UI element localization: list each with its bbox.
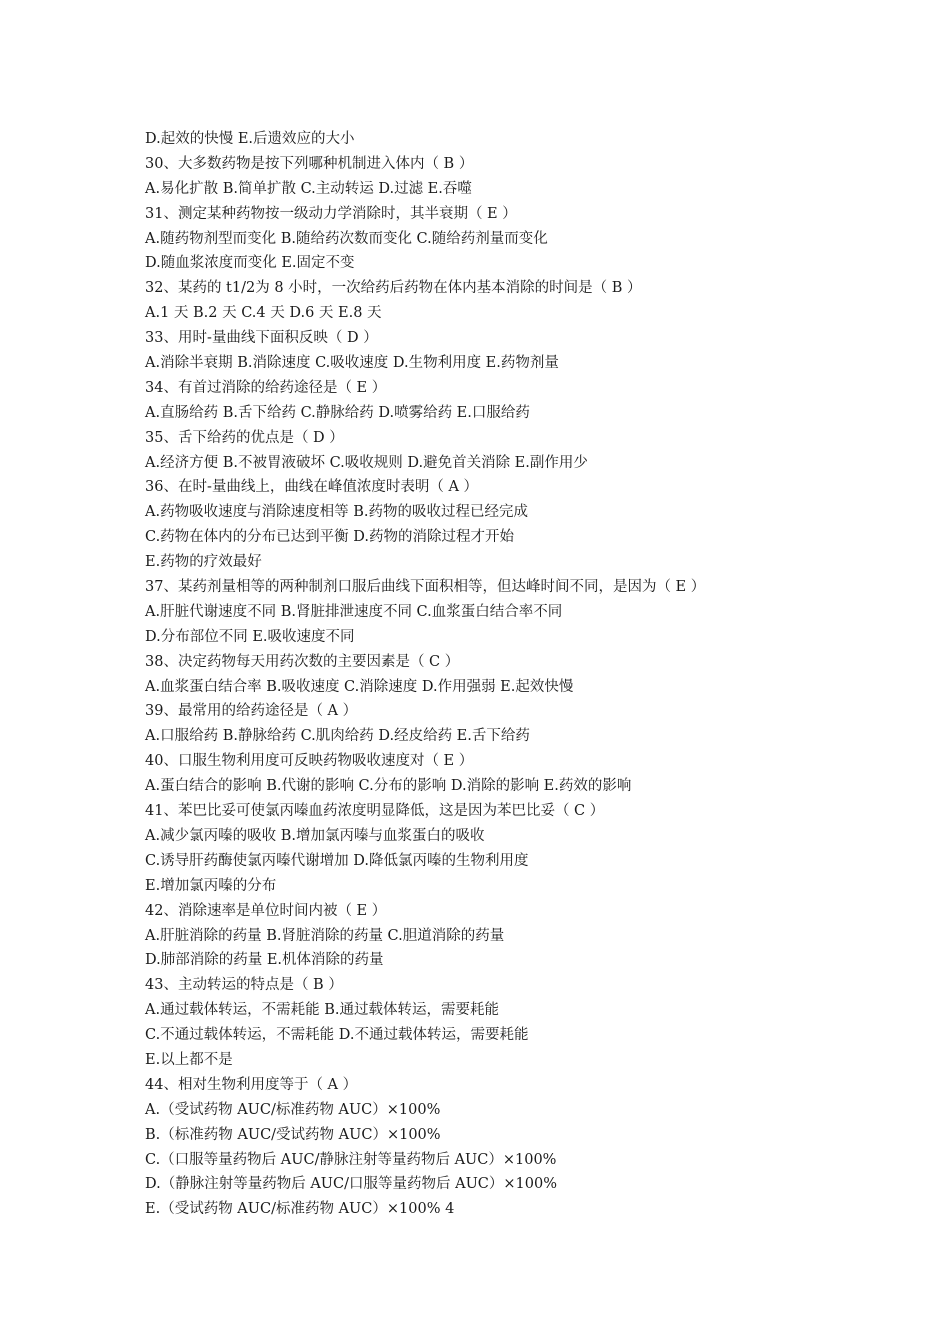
question-36: 36、在时-量曲线上，曲线在峰值浓度时表明（ A ） <box>145 479 479 496</box>
options-44-c: C.（口服等量药物后 AUC/静脉注射等量药物后 AUC）×100% <box>145 1151 557 1168</box>
question-42: 42、消除速率是单位时间内被（ E ） <box>145 902 387 919</box>
question-34: 34、有首过消除的给药途径是（ E ） <box>145 379 387 396</box>
options-36-b: C.药物在体内的分布已达到平衡 D.药物的消除过程才开始 <box>145 529 515 546</box>
options-42-a: A.肝脏消除的药量 B.肾脏消除的药量 C.胆道消除的药量 <box>145 927 505 944</box>
options-33: A.消除半衰期 B.消除速度 C.吸收速度 D.生物利用度 E.药物剂量 <box>145 355 559 372</box>
question-32: 32、某药的 t1/2为 8 小时，一次给药后药物在体内基本消除的时间是（ B ） <box>145 280 642 297</box>
options-32: A.1 天 B.2 天 C.4 天 D.6 天 E.8 天 <box>145 305 382 322</box>
question-44: 44、相对生物利用度等于（ A ） <box>145 1076 358 1093</box>
options-43-a: A.通过载体转运，不需耗能 B.通过载体转运，需要耗能 <box>145 1002 499 1019</box>
options-36-a: A.药物吸收速度与消除速度相等 B.药物的吸收过程已经完成 <box>145 504 528 521</box>
options-44-d: D.（静脉注射等量药物后 AUC/口服等量药物后 AUC）×100% <box>145 1176 557 1193</box>
options-40: A.蛋白结合的影响 B.代谢的影响 C.分布的影响 D.消除的影响 E.药效的影响 <box>145 778 632 795</box>
question-39: 39、最常用的给药途径是（ A ） <box>145 703 358 720</box>
options-36-c: E.药物的疗效最好 <box>145 554 262 571</box>
options-35: A.经济方便 B.不被胃液破坏 C.吸收规则 D.避免首关消除 E.副作用少 <box>145 454 588 471</box>
options-38: A.血浆蛋白结合率 B.吸收速度 C.消除速度 D.作用强弱 E.起效快慢 <box>145 678 574 695</box>
question-33: 33、用时-量曲线下面积反映（ D ） <box>145 330 378 347</box>
options-41-c: E.增加氯丙嗪的分布 <box>145 877 277 894</box>
question-41: 41、苯巴比妥可使氯丙嗪血药浓度明显降低，这是因为苯巴比妥（ C ） <box>145 803 605 820</box>
question-37: 37、某药剂量相等的两种制剂口服后曲线下面积相等，但达峰时间不同，是因为（ E ） <box>145 579 706 596</box>
options-30: A.易化扩散 B.简单扩散 C.主动转运 D.过滤 E.吞噬 <box>145 180 472 197</box>
options-43-b: C.不通过载体转运，不需耗能 D.不通过载体转运，需要耗能 <box>145 1027 529 1044</box>
options-37-b: D.分布部位不同 E.吸收速度不同 <box>145 628 355 645</box>
options-41-b: C.诱导肝药酶使氯丙嗪代谢增加 D.降低氯丙嗪的生物利用度 <box>145 852 529 869</box>
options-41-a: A.减少氯丙嗪的吸收 B.增加氯丙嗪与血浆蛋白的吸收 <box>145 827 485 844</box>
question-30: 30、大多数药物是按下列哪种机制进入体内（ B ） <box>145 155 474 172</box>
options-44-a: A.（受试药物 AUC/标准药物 AUC）×100% <box>145 1101 441 1118</box>
options-34: A.直肠给药 B.舌下给药 C.静脉给药 D.喷雾给药 E.口服给药 <box>145 404 530 421</box>
question-43: 43、主动转运的特点是（ B ） <box>145 977 343 994</box>
options-39: A.口服给药 B.静脉给药 C.肌肉给药 D.经皮给药 E.舌下给药 <box>145 728 530 745</box>
options-31-a: A.随药物剂型而变化 B.随给药次数而变化 C.随给药剂量而变化 <box>145 230 548 247</box>
options-31-b: D.随血浆浓度而变化 E.固定不变 <box>145 255 355 272</box>
question-31: 31、测定某种药物按一级动力学消除时，其半衰期（ E ） <box>145 205 517 222</box>
options-44-b: B.（标准药物 AUC/受试药物 AUC）×100% <box>145 1126 441 1143</box>
question-40: 40、口服生物利用度可反映药物吸收速度对（ E ） <box>145 753 474 770</box>
options-37-a: A.肝脏代谢速度不同 B.肾脏排泄速度不同 C.血浆蛋白结合率不同 <box>145 603 563 620</box>
question-35: 35、舌下给药的优点是（ D ） <box>145 429 344 446</box>
text-line: D.起效的快慢 E.后遗效应的大小 <box>145 131 355 147</box>
options-43-c: E.以上都不是 <box>145 1051 233 1068</box>
question-text-block <box>145 127 845 1222</box>
options-44-e: E.（受试药物 AUC/标准药物 AUC）×100% 4 <box>145 1201 455 1218</box>
options-42-b: D.肺部消除的药量 E.机体消除的药量 <box>145 952 384 969</box>
question-38: 38、决定药物每天用药次数的主要因素是（ C ） <box>145 653 460 670</box>
